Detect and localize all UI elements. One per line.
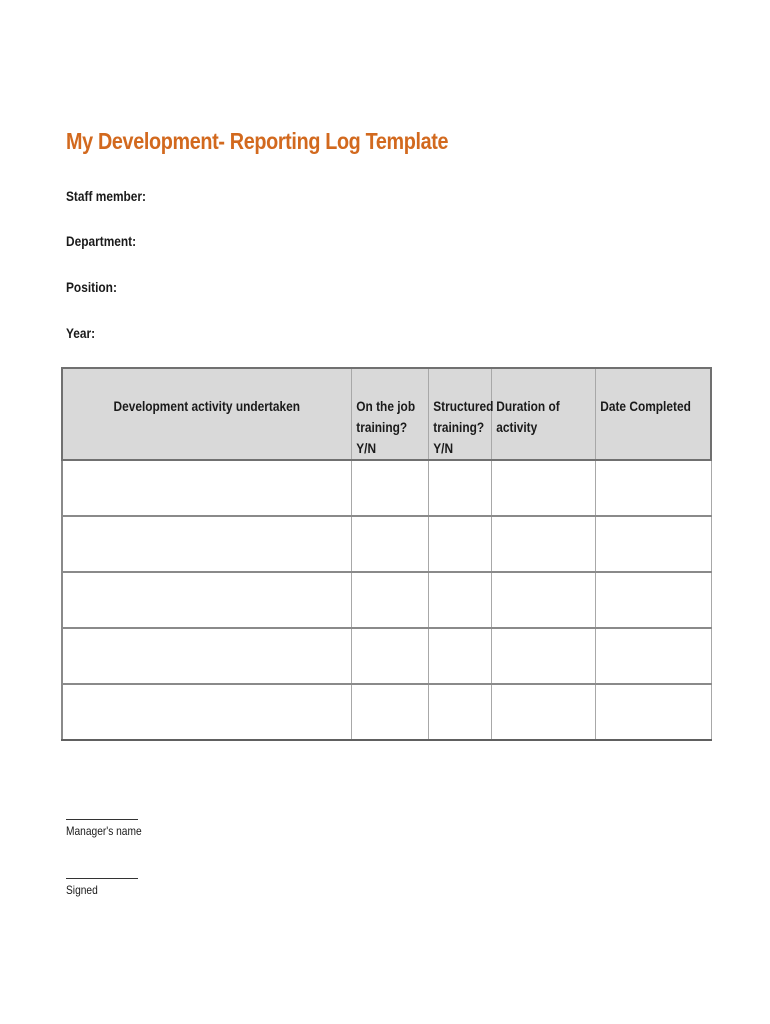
activity-cell[interactable] <box>62 684 351 740</box>
table-row <box>62 460 711 516</box>
department-label: Department: <box>66 233 137 249</box>
on-the-job-cell[interactable] <box>351 516 428 572</box>
activity-cell[interactable] <box>62 460 351 516</box>
date-completed-cell[interactable] <box>595 684 711 740</box>
structured-cell[interactable] <box>428 572 491 628</box>
column-header-activity: Development activity undertaken <box>62 368 351 460</box>
duration-cell[interactable] <box>491 628 595 684</box>
date-completed-cell[interactable] <box>595 516 711 572</box>
column-header-date-completed: Date Completed <box>595 368 711 460</box>
staff-member-label: Staff member: <box>66 188 147 204</box>
manager-name-signature-block <box>66 818 155 838</box>
date-completed-cell[interactable] <box>595 572 711 628</box>
activity-cell[interactable] <box>62 572 351 628</box>
structured-cell[interactable] <box>428 684 491 740</box>
date-completed-cell[interactable] <box>595 628 711 684</box>
column-header-structured: Structured training? Y/N <box>428 368 491 460</box>
signed-label: Signed <box>66 883 98 897</box>
structured-cell[interactable] <box>428 460 491 516</box>
table-row <box>62 628 711 684</box>
year-label: Year: <box>66 325 96 341</box>
signed-line[interactable] <box>66 877 138 879</box>
signed-signature-block <box>66 877 138 897</box>
structured-cell[interactable] <box>428 516 491 572</box>
table-row <box>62 516 711 572</box>
date-completed-cell[interactable] <box>595 460 711 516</box>
on-the-job-cell[interactable] <box>351 628 428 684</box>
column-header-duration: Duration of activity <box>491 368 595 460</box>
development-log-table <box>61 367 712 741</box>
manager-name-line[interactable] <box>66 818 138 820</box>
duration-cell[interactable] <box>491 516 595 572</box>
table-header-row <box>62 368 711 460</box>
column-header-on-the-job: On the job training? Y/N <box>351 368 428 460</box>
duration-cell[interactable] <box>491 572 595 628</box>
activity-cell[interactable] <box>62 628 351 684</box>
on-the-job-cell[interactable] <box>351 460 428 516</box>
activity-cell[interactable] <box>62 516 351 572</box>
table-row <box>62 684 711 740</box>
page-title: My Development- Reporting Log Template <box>66 128 449 154</box>
structured-cell[interactable] <box>428 628 491 684</box>
position-label: Position: <box>66 279 117 295</box>
duration-cell[interactable] <box>491 460 595 516</box>
on-the-job-cell[interactable] <box>351 684 428 740</box>
duration-cell[interactable] <box>491 684 595 740</box>
manager-name-label: Manager's name <box>66 824 142 838</box>
on-the-job-cell[interactable] <box>351 572 428 628</box>
table-row <box>62 572 711 628</box>
